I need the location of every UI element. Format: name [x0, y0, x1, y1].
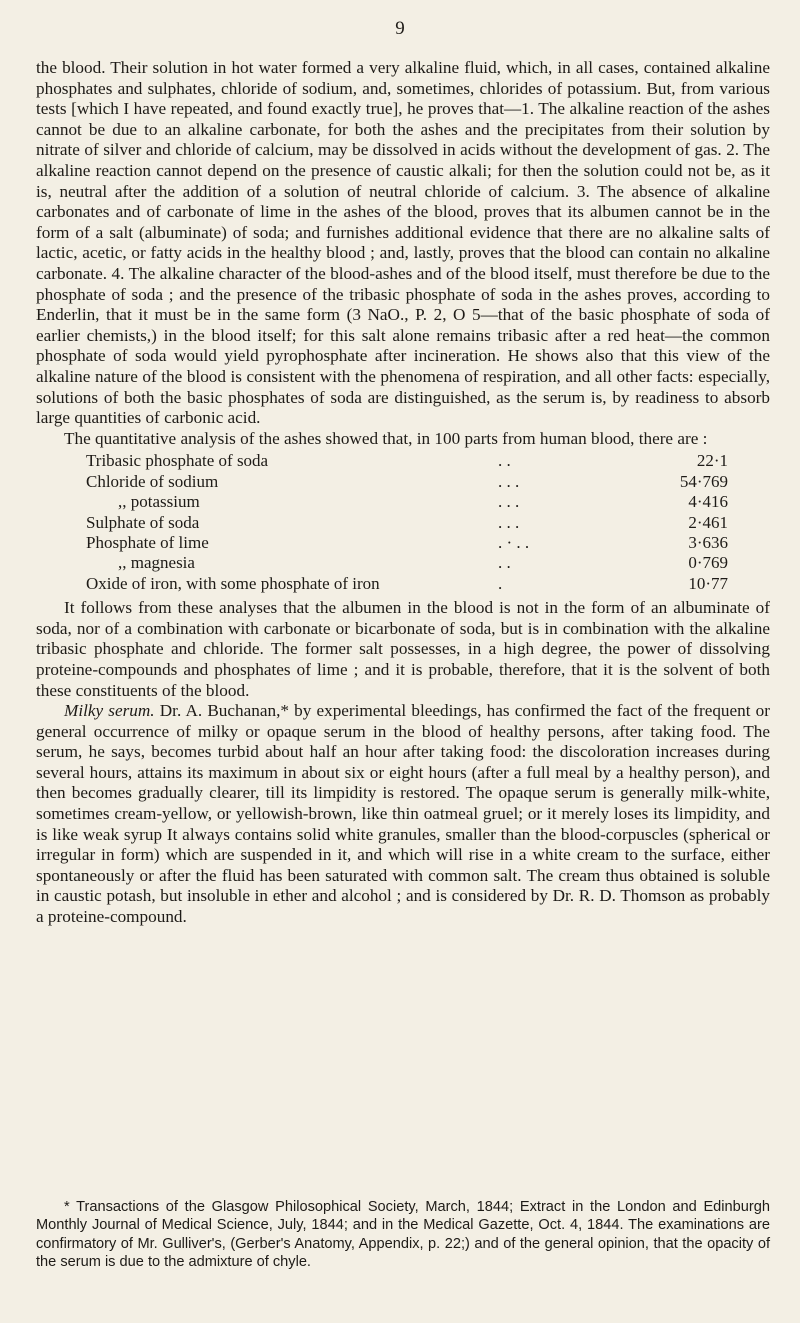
table-row	[36, 472, 770, 492]
row-name: Sulphate of soda	[86, 512, 200, 532]
row-name: Tribasic phosphate of soda	[86, 451, 269, 471]
row-name: Chloride of sodium	[86, 471, 219, 491]
row-leader: . .	[498, 553, 511, 573]
row-value: 10·77	[688, 573, 728, 593]
body-text	[36, 58, 770, 928]
row-leader: . . .	[498, 471, 520, 491]
paragraph-1: the blood. Their solution in hot water formed a very alkaline fluid, which, in all cases, contained alkaline phosphates and sulphates, chloride of sodium, and, sometimes, chlorides of potassium. But, from various tests [which I have repeated, and found exactly true], he proves that—1. The alkaline reaction of the ashes cannot be due to an alkaline carbonate, for both the ashes and the precipitates from their solution by nitrate of silver and chloride of calcium, may be dissolved in acids without the development of gas. 2. The alkaline reaction cannot depend on the presence of caustic alkali; for then the solution could not be, as it is, neutral after the addition of a solution of neutral chloride of calcium. 3. The absence of alkaline carbonates and of carbonate of lime in the ashes of the blood, proves that its albumen cannot be in the form of a salt (albuminate) of soda; and furnishes additional evidence that there are no alkaline salts of lactic, acetic, or fatty acids in the healthy blood ; and, lastly, proves that the blood can contain no alkaline carbonate. 4. The alkaline character of the blood-ashes and of the blood itself, must therefore be due to the phosphate of soda ; and the presence of the tribasic phosphate of soda in the ashes proves, according to Enderlin, that it must be in the same form (3 NaO., P. 2, O 5—that of the basic phosphate of soda of earlier chemists,) in the blood itself; for this salt alone remains tribasic after a red heat—the common phosphate of soda would yield pyrophosphate after incineration. He shows also that this view of the alkaline nature of the blood is consistent with the phenomena of respiration, and all other facts: especially, solutions of both the basic phosphates of soda are distinguished, as the serum is, by readiness to absorb large quantities of carbonic acid.	[36, 58, 770, 428]
row-value: 0·769	[688, 553, 728, 573]
footnote	[36, 1198, 770, 1272]
table-row	[36, 553, 770, 573]
page-number: 9	[395, 18, 405, 39]
row-leader: . . .	[498, 492, 520, 512]
row-name: ,, potassium	[118, 492, 200, 512]
table-row	[36, 513, 770, 533]
row-name: Phosphate of lime	[86, 532, 209, 552]
paragraph-4-text: Dr. A. Buchanan,* by experimental bleedings, has confirmed the fact of the frequent or general occurrence of milky or opaque serum in the blood of healthy persons, after taking food. The serum, he says, becomes turbid about half an hour after taking food: the discoloration increases during several hours, attains its maximum in about six or eight hours (after a full meal by a healthy person), and then becomes gradually clearer, till its limpidity is restored. The opaque serum is generally milk-white, sometimes cream-yellow, or yellowish-brown, like thin oatmeal gruel; or it merely loses its limpidity, and is like weak syrup It always contains solid white granules, smaller than the blood-corpuscles (spherical or irregular in form) which are suspended in it, and which will rise in a white cream to the surface, either spontaneously or after the fluid has been saturated with common salt. The cream thus obtained is soluble in caustic potash, but insoluble in ether and alcohol ; and is considered by Dr. R. D. Thomson as probably a proteine-compound.	[36, 701, 771, 927]
table-row	[36, 451, 770, 471]
row-leader: .	[498, 573, 503, 593]
milky-serum-heading: Milky serum.	[64, 701, 155, 721]
row-value: 54·769	[679, 471, 728, 491]
row-leader: . . .	[498, 512, 520, 532]
row-value: 22·1	[696, 451, 728, 471]
paragraph-4	[36, 701, 770, 928]
ash-analysis-table	[36, 451, 770, 594]
row-leader: . · . .	[498, 532, 530, 552]
paragraph-3: It follows from these analyses that the albumen in the blood is not in the form of an albuminate of soda, nor of a combination with carbonate or bicarbonate of soda, but is in combination with the alkaline tribasic phosphate and chloride. The former salt possesses, in a high degree, the power of dissolving proteine-compounds and phosphates of lime ; and it is probable, therefore, that it is the solvent of both these constituents of the blood.	[36, 598, 770, 700]
table-row	[36, 533, 770, 553]
table-row	[36, 492, 770, 512]
row-name: Oxide of iron, with some phosphate of iron	[86, 573, 380, 593]
row-leader: . .	[498, 451, 511, 471]
row-value: 3·636	[688, 532, 728, 552]
row-value: 4·416	[688, 492, 728, 512]
row-value: 2·461	[688, 512, 728, 532]
footnote-text: * Transactions of the Glasgow Philosophical Society, March, 1844; Extract in the London and Edinburgh Monthly Journal of Medical Science, July, 1844; and in the Medical Gazette, Oct. 4, 1844. The examinations are confirmatory of Mr. Gulliver's, (Gerber's Anatomy, Appendix, p. 22;) and of the general opinion, that the opacity of the serum is due to the admixture of chyle.	[36, 1199, 770, 1271]
row-name: ,, magnesia	[118, 553, 195, 573]
paragraph-2: The quantitative analysis of the ashes showed that, in 100 parts from human blood, there are :	[64, 428, 708, 448]
table-row	[36, 574, 770, 594]
